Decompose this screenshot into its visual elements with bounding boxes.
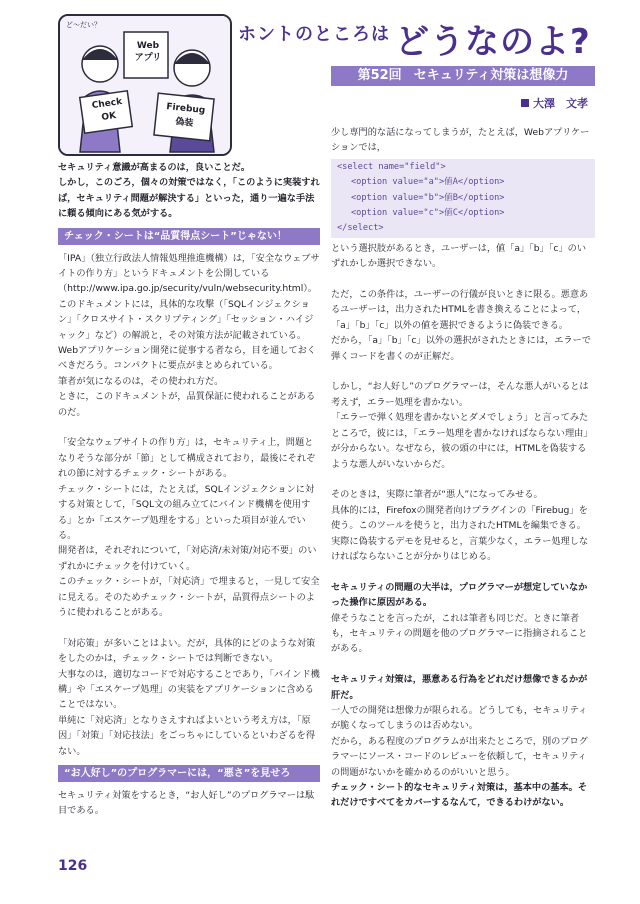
code-line: </select>: [337, 223, 384, 234]
lead-paragraph: しかし，このごろ，個々の対策ではなく，「このように実装すれば，セキュリティ問題が解決する」といった，通り一遍な手法に頼る傾向にある気がする。: [58, 177, 320, 220]
right-column: [331, 125, 595, 811]
paragraph: 一人での開発は想像力が限られる。どうしても，セキュリティが脆くなってしまうのは否めない。: [331, 704, 588, 732]
paragraph: ときに，このドキュメントが，品質保証に使われることがあるのだ。: [58, 391, 316, 418]
article-title-bar: [331, 66, 595, 86]
paragraph: という選択肢があるとき，ユーザーは，値「a」「b」「c」のいずれかしか選択できない。: [331, 242, 587, 270]
square-icon: [521, 99, 529, 107]
paragraph: ただ，この条件は，ユーザーの行儀が良いときに限る。悪意あるユーザーは，出力されたHTMLを書き換えることによって，「a」「b」「c」以外の値を選択できるように偽装できる。: [331, 289, 589, 331]
code-block: [331, 159, 595, 238]
paragraph: 筆者が気になるのは，その使われ方だ。: [58, 375, 224, 387]
section-heading: チェック・シートは“品質得点シート”じゃない！: [58, 228, 320, 245]
paragraph: 「対応策」が多いことはよい。だが，具体的にどのような対策をしたのかは，チェック・シートでは判断できない。: [58, 637, 316, 665]
episode-number: 第52回: [357, 68, 402, 83]
section-heading: “お人好し”のプログラマーには，“悪さ”を見せろ: [58, 765, 320, 782]
paragraph: だから，「a」「b」「c」以外の選択がされたときには，エラーで弾くコードを書くのが正解だ。: [331, 335, 591, 362]
paragraph: Webアプリケーション開発に従事する者なら，目を通しておくべきだろう。コンパクトに要点がまとめられている。: [58, 345, 316, 372]
paragraph: 「IPA」（独立行政法人情報処理推進機構）は，「安全なウェブサイトの作り方」というドキュメントを公開している（http://www.ipa.go.jp/security/vuln/websecurity.html）。: [58, 252, 320, 295]
bold-paragraph: セキュリティ対策は，悪意ある行為をどれだけ想像できるかが肝だ。: [331, 674, 588, 701]
paragraph: 「エラーで弾く処理を書かないとダメでしょう」と言ってみたところで，彼には，「エラー処理を書かなければならない理由」が分からない。なぜなら，彼の頭の中には，HTMLを偽装するような悪人がいないからだ。: [331, 412, 593, 470]
paragraph: そのときは，実際に筆者が“悪人”になってみせる。: [331, 489, 543, 501]
bold-paragraph: チェック・シート的なセキュリティ対策は，基本中の基本。それだけですべてをカバーするなんて，できるわけがない。: [331, 781, 588, 809]
paragraph: しかし，“お人好し”のプログラマーは，そんな悪人がいるとは考えず，エラー処理を書かない。: [331, 381, 589, 408]
sign-top-text: Web アプリ: [134, 41, 162, 63]
page-number: 126: [58, 858, 88, 874]
author-name: 大澤 文孝: [533, 97, 588, 110]
paragraph: このチェック・シートが，「対応済」で埋まると，一見して安全に見える。そのためチェック・シートが，品質得点シートのように使われることがある。: [58, 576, 320, 618]
paragraph: 大事なのは，適切なコードで対応することであり，「バインド機構」や「エスケープ処理」の実装をアプリケーションに含めることではない。: [58, 668, 320, 711]
paragraph: 具体的には，Firefoxの開発者向けプラグインの「Firebug」を使う。このツールを使うと，出力されたHTMLを編集できる。: [331, 504, 588, 532]
cartoon-image: [60, 16, 230, 154]
paragraph: 少し専門的な話になってしまうが，たとえば，Webアプリケーションでは，: [331, 127, 590, 154]
series-title-small: ホントのところは: [238, 24, 390, 45]
paragraph: 「安全なウェブサイトの作り方」は，セキュリティ上，問題となりそうな部分が「節」として構成されており，最後にそれぞれの節に対するチェック・シートがある。: [58, 437, 316, 480]
author-line: [521, 95, 588, 111]
code-line: <select name="field">: [337, 161, 446, 172]
paragraph: チェック・シートには，たとえば，SQLインジェクションに対する対策として，「SQL文の組み立てにバインド機構を使用する」とか「エスケープ処理をする」といった項目が並んでいる。: [58, 483, 315, 541]
paragraph: 単純に「対応済」となりさえすればよいという考え方は，「原因」「対策」「対応技法」をごっちゃにしているといわざるを得ない。: [58, 714, 316, 757]
paragraph: だから，ある程度のプログラムが出来たところで，別のプログラマーにソース・コードのレビューを依頼して，セキュリティの問題がないかを確かめるのがいいと思う。: [331, 735, 588, 778]
speech-text: ど～だい？: [66, 21, 101, 29]
paragraph: このドキュメントには，具体的な攻撃（「SQLインジェクション」「クロスサイト・スクリプティング」「セッション・ハイジャック」など）の解説と，その対策方法が記載されている。: [58, 298, 314, 341]
paragraph: セキュリティ対策をするとき，“お人好し”のプログラマーは駄目である。: [58, 790, 315, 817]
bold-paragraph: セキュリティの問題の大半は，プログラマーが想定していなかった操作に原因がある。: [331, 581, 588, 609]
header-illustration: [58, 14, 232, 156]
series-title-big: どうなのよ?: [395, 22, 591, 62]
code-line: <option value="b">値B</option>: [351, 192, 505, 203]
sign-right-text: Firebug 偽装: [165, 102, 206, 129]
code-line: <option value="c">値C</option>: [351, 208, 505, 219]
code-line: <option value="a">値A</option>: [351, 177, 505, 188]
sign-left-text: Check OK: [91, 96, 123, 123]
paragraph: 開発者は，それぞれについて，「対応済/未対策/対応不要」のいずれかにチェックを付けていく。: [58, 545, 317, 572]
paragraph: 実際に偽装するデモを見せると，言葉少なく，エラー処理しなければならないことが分かりはじめる。: [331, 535, 589, 562]
paragraph: 偉そうなことを言ったが，これは筆者も同じだ。ときに筆者も，セキュリティの問題を他のプログラマーに指摘されることがある。: [331, 612, 588, 655]
left-column: [58, 160, 320, 819]
lead-paragraph: セキュリティ意識が高まるのは，良いことだ。: [58, 162, 251, 173]
article-title: セキュリティ対策は想像力: [413, 68, 569, 83]
